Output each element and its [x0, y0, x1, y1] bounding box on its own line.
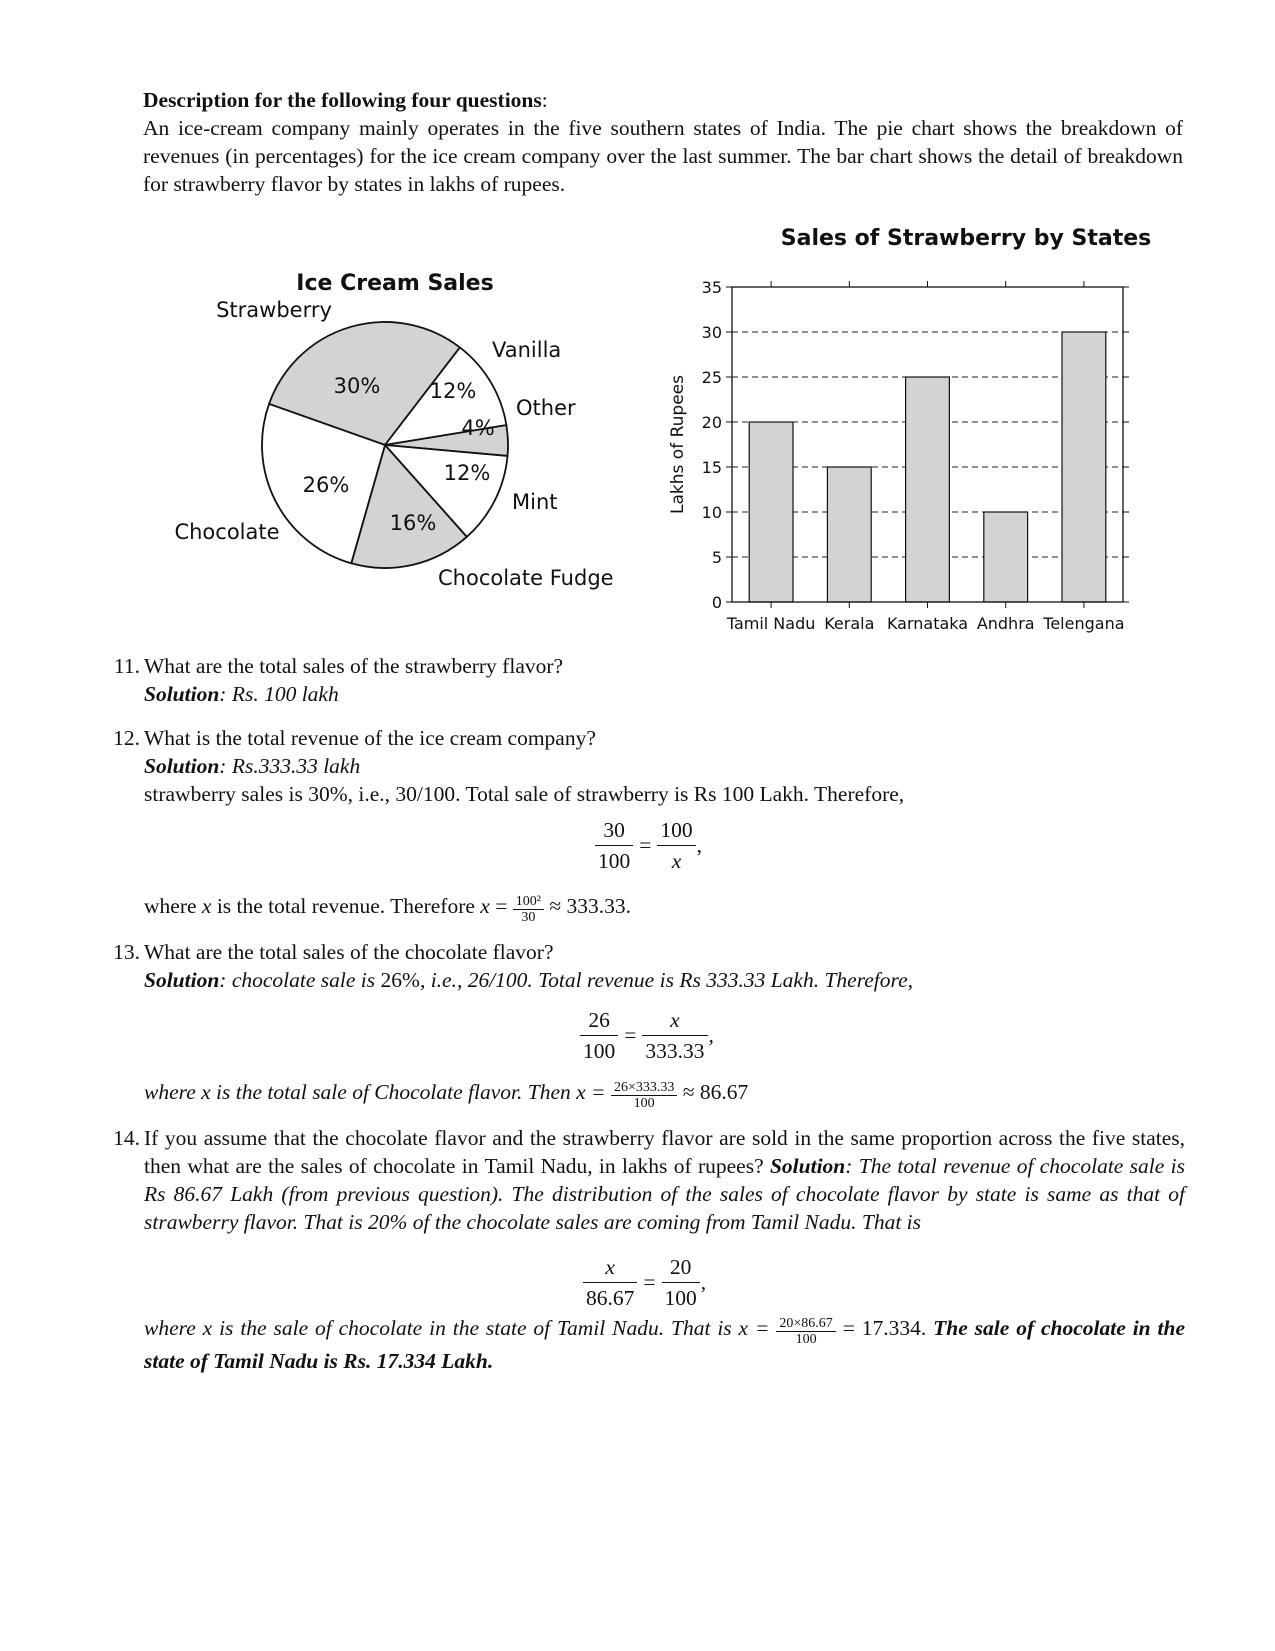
y-tick-label: 15	[701, 458, 722, 477]
result-value: ≈ 333.33.	[543, 894, 631, 918]
result-fraction-numerator: 100²	[515, 894, 541, 909]
question-11	[100, 652, 1185, 708]
bar-karnataka	[906, 377, 950, 602]
pie-chart-title: Ice Cream Sales	[296, 271, 494, 296]
question-12	[100, 724, 1185, 808]
x-tick-label: Andhra	[976, 614, 1035, 633]
eq-denominator: 100	[580, 1035, 618, 1066]
eq-denominator: 333.33	[642, 1035, 707, 1066]
question-text: What is the total revenue of the ice cream company?	[144, 726, 596, 750]
y-tick-label: 10	[701, 503, 722, 522]
eq-denominator: 100	[662, 1282, 700, 1313]
solution-label: Solution	[144, 754, 220, 778]
eq-denominator: 86.67	[583, 1282, 637, 1313]
solution-text: : Rs.333.33 lakh	[219, 754, 361, 778]
pie-value-label: 16%	[389, 511, 437, 535]
description-text: An ice-cream company mainly operates in the five southern states of India. The pie chart shows the breakdown of revenues (in percentages) for the ice cream company over the last summer. The bar chart shows the detail of breakdown for strawberry flavor by states in lakhs of rupees.	[143, 116, 1183, 196]
result-text: where x is the sale of chocolate in the state of Tamil Nadu. That is x =	[144, 1316, 777, 1340]
question-14	[100, 1124, 1185, 1236]
bar-kerala	[827, 467, 871, 602]
solution-percent: 26%	[380, 968, 420, 992]
y-axis-label: Lakhs of Rupees	[668, 375, 688, 514]
question-text: If you assume that the chocolate flavor and the strawberry flavor are sold in the same proportion across the five states, then what are the sales of chocolate in Tamil Nadu, in lakhs of rupees?	[144, 1126, 1185, 1178]
result-fraction-denominator: 30	[513, 909, 544, 925]
result-fraction-numerator: 20×86.67	[779, 1316, 833, 1331]
description-heading: Description for the following four questions	[143, 88, 542, 112]
question-number: 12.	[113, 726, 140, 750]
result-fraction-denominator: 100	[611, 1095, 677, 1111]
result-variable: x	[480, 894, 490, 918]
eq-denominator: x	[657, 845, 695, 876]
description-heading-colon: :	[541, 88, 548, 112]
solution-text: : The total revenue of chocolate sale is Rs 86.67 Lakh (from previous question). The distribution of the sales of chocolate flavor by state is same as that of strawberry flavor. That is 20% of the chocolate sales are coming from Tamil Nadu. That is	[144, 1154, 1185, 1234]
pie-category-label: Strawberry	[216, 298, 332, 322]
question-number: 14.	[113, 1126, 140, 1150]
x-tick-label: Kerala	[824, 614, 875, 633]
solution-line: strawberry sales is 30%, i.e., 30/100. Total sale of strawberry is Rs 100 Lakh. Therefore,	[144, 782, 905, 806]
result-fraction-denominator: 100	[776, 1331, 835, 1347]
bar-chart	[668, 215, 1200, 665]
question-14-result	[100, 1314, 1185, 1375]
eq-numerator: x	[670, 1008, 680, 1032]
pie-value-label: 12%	[429, 379, 477, 403]
question-number: 11.	[113, 654, 140, 678]
pie-category-label: Chocolate	[174, 520, 280, 544]
bar-chart-title: Sales of Strawberry by States	[780, 226, 1152, 251]
solution-text: : chocolate sale is	[219, 968, 381, 992]
result-equals: =	[489, 894, 513, 918]
pie-value-label: 12%	[443, 461, 491, 485]
question-text: What are the total sales of the chocolate flavor?	[144, 940, 554, 964]
eq-numerator: 30	[603, 818, 625, 842]
solution-label: Solution	[144, 968, 220, 992]
question-number: 13.	[113, 940, 140, 964]
result-variable: x	[201, 894, 212, 918]
pie-value-label: 30%	[333, 374, 381, 398]
question-text: What are the total sales of the strawberry flavor?	[144, 654, 564, 678]
question-13	[100, 938, 1185, 994]
pie-category-label: Vanilla	[492, 338, 562, 362]
eq-numerator: x	[605, 1255, 615, 1279]
equation-13: $\frac{26}{100}$ = $\frac{x}{333.33}$ ,	[580, 1005, 720, 1066]
result-text-pre: where	[144, 894, 202, 918]
eq-numerator: 26	[588, 1008, 610, 1032]
pie-value-label: 4%	[461, 416, 495, 440]
eq-denominator: 100	[595, 845, 633, 876]
y-tick-label: 35	[701, 278, 722, 297]
y-tick-label: 20	[701, 413, 722, 432]
bar-andhra	[984, 512, 1028, 602]
x-tick-label: Telengana	[1043, 614, 1125, 633]
equation-12: $\frac{30}{100}$ = $\frac{100}{x}$ ,	[595, 815, 708, 876]
pie-category-label: Chocolate Fudge	[438, 566, 614, 590]
eq-numerator: 20	[669, 1255, 692, 1279]
result-text-mid: is the total revenue. Therefore	[211, 894, 481, 918]
result-fraction-numerator: 26×333.33	[613, 1080, 675, 1095]
pie-value-label: 26%	[302, 473, 350, 497]
result-value: ≈ 86.67	[677, 1080, 749, 1104]
conclusion-text: The sale of chocolate in the state of Tamil Nadu is Rs. 17.334 Lakh.	[144, 1316, 1185, 1373]
pie-category-label: Other	[516, 396, 576, 420]
equation-14: $\frac{x}{86.67}$ = $\frac{20}{100}$ ,	[583, 1252, 712, 1313]
solution-text: : Rs. 100 lakh	[219, 682, 339, 706]
y-tick-label: 25	[701, 368, 722, 387]
solution-text: , i.e., 26/100. Total revenue is Rs 333.33 Lakh. Therefore,	[419, 968, 914, 992]
pie-category-label: Mint	[512, 490, 558, 514]
question-12-result	[100, 892, 1185, 925]
bar-telengana	[1062, 332, 1106, 602]
y-tick-label: 5	[711, 548, 722, 567]
solution-label: Solution	[769, 1154, 846, 1178]
result-text: where x is the total sale of Chocolate flavor. Then x =	[144, 1080, 611, 1104]
pie-chart	[170, 255, 650, 625]
question-13-result	[100, 1078, 1185, 1111]
x-tick-label: Karnataka	[886, 614, 969, 633]
solution-label: Solution	[144, 682, 220, 706]
x-tick-label: Tamil Nadu	[726, 614, 816, 633]
description-paragraph	[143, 86, 1183, 198]
bar-tamil-nadu	[749, 422, 793, 602]
y-tick-label: 0	[711, 593, 722, 612]
y-tick-label: 30	[701, 323, 722, 342]
result-value: = 17.334.	[835, 1316, 934, 1340]
eq-numerator: 100	[660, 818, 693, 842]
